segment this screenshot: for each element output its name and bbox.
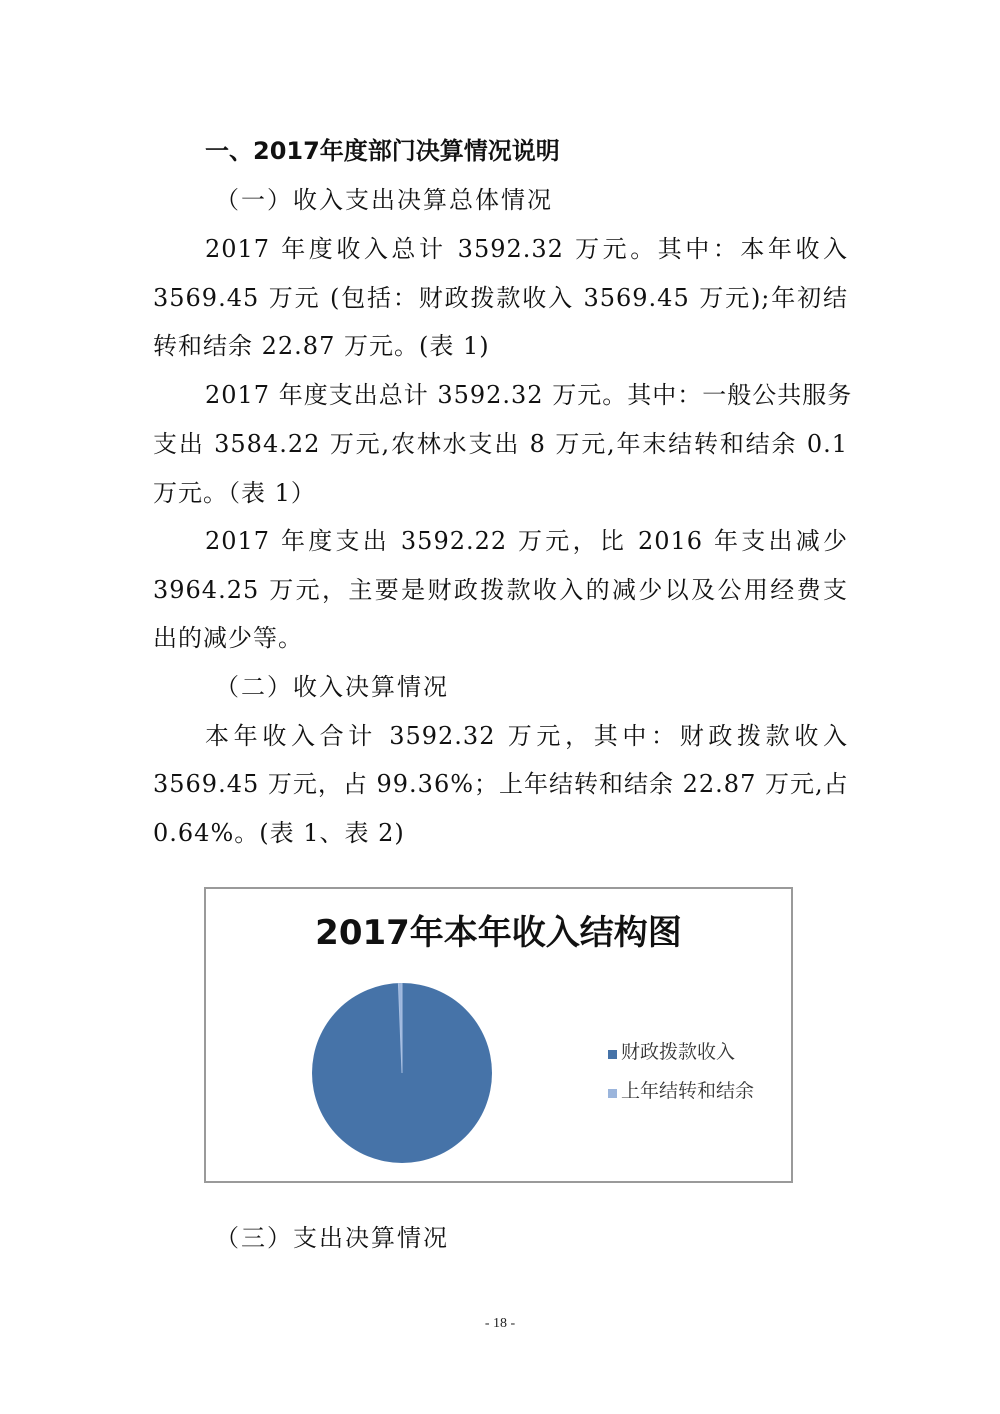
legend-label: 上年结转和结余 xyxy=(621,1079,755,1102)
subsection-title-income: （二）收入决算情况 xyxy=(215,673,449,701)
section-heading: 一、2017年度部门决算情况说明 xyxy=(205,137,560,165)
paragraph-line: 转和结余 22.87 万元。(表 1) xyxy=(153,332,490,360)
paragraph-line: 2017 年度支出总计 3592.32 万元。其中：一般公共服务 xyxy=(205,381,853,409)
chart-legend xyxy=(608,1037,754,1115)
paragraph-line: 出的减少等。 xyxy=(153,624,303,652)
paragraph-line: 2017 年度收入总计 3592.32 万元。其中：本年收入 xyxy=(205,235,848,263)
paragraph-line: 万元。（表 1） xyxy=(153,479,316,507)
legend-item xyxy=(608,1076,754,1102)
legend-swatch-icon xyxy=(608,1089,617,1098)
paragraph-line: 本年收入合计 3592.32 万元，其中：财政拨款收入 xyxy=(205,722,848,750)
legend-label: 财政拨款收入 xyxy=(621,1040,736,1063)
legend-swatch-icon xyxy=(608,1050,617,1059)
income-structure-chart xyxy=(204,887,793,1183)
paragraph-line: 3964.25 万元，主要是财政拨款收入的减少以及公用经费支 xyxy=(153,576,848,604)
paragraph-line: 3569.45 万元，占 99.36%；上年结转和结余 22.87 万元,占 xyxy=(153,770,849,798)
subsection-title-expenditure: （三）支出决算情况 xyxy=(215,1224,449,1252)
legend-item xyxy=(608,1037,754,1063)
pie-chart xyxy=(310,981,494,1165)
paragraph-line: 3569.45 万元 (包括：财政拨款收入 3569.45 万元);年初结 xyxy=(153,284,848,312)
chart-title: 2017年本年收入结构图 xyxy=(315,913,682,953)
paragraph-line: 0.64%。(表 1、表 2) xyxy=(153,819,405,847)
paragraph-line: 2017 年度支出 3592.22 万元，比 2016 年支出减少 xyxy=(205,527,848,555)
paragraph-line: 支出 3584.22 万元,农林水支出 8 万元,年末结转和结余 0.1 xyxy=(153,430,848,458)
subsection-title-overall: （一）收入支出决算总体情况 xyxy=(215,186,553,214)
page-number: - 18 - xyxy=(484,1316,516,1331)
